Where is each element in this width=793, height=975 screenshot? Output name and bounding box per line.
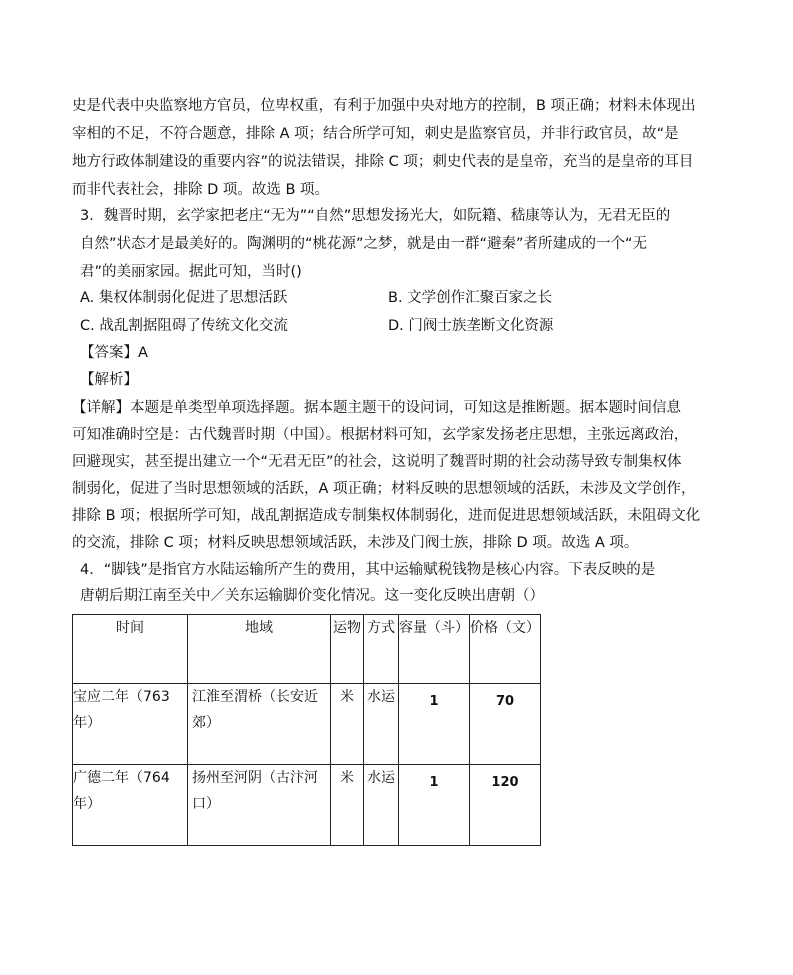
table-header: 地域	[188, 615, 331, 684]
detail-line: 制弱化，促进了当时思想领域的活跃，A 项正确；材料反映的思想领域的活跃，未涉及文学创作，	[72, 481, 696, 497]
text-line: 而非代表社会，排除 D 项。故选 B 项。	[72, 182, 330, 198]
option-a: A. 集权体制弱化促进了思想活跃	[80, 290, 288, 306]
question-3-stem: 君”的美丽家园。据此可知，当时()	[80, 264, 302, 280]
table-row	[73, 765, 541, 846]
answer: 【答案】A	[80, 345, 148, 361]
question-4-stem: 4．“脚钱”是指官方水陆运输所产生的费用，其中运输赋税钱物是核心内容。下表反映的是	[80, 562, 656, 578]
table-cell: 1	[399, 684, 470, 765]
table-cell: 米	[331, 684, 364, 765]
detail-line: 的交流，排除 C 项；材料反映思想领域活跃，未涉及门阀士族，排除 D 项。故选 A 项。	[72, 535, 639, 551]
freight-table	[72, 614, 541, 846]
table-cell: 水运	[364, 765, 399, 846]
analysis-label: 【解析】	[80, 372, 138, 388]
table-cell: 广德二年（764 年）	[73, 765, 188, 846]
table-cell: 水运	[364, 684, 399, 765]
question-4-stem: 唐朝后期江南至关中／关东运输脚价变化情况。这一变化反映出唐朝（）	[80, 588, 544, 604]
table-cell: 米	[331, 765, 364, 846]
detail-line: 排除 B 项；根据所学可知，战乱割据造成专制集权体制弱化，进而促进思想领域活跃，未阻碍文化	[72, 508, 701, 524]
text-line: 史是代表中央监察地方官员，位卑权重，有利于加强中央对地方的控制，B 项正确；材料未体现出	[72, 98, 696, 114]
table-cell: 70	[470, 684, 541, 765]
question-3-stem: 3．魏晋时期，玄学家把老庄“无为”“自然”思想发扬光大，如阮籍、嵇康等认为，无君无臣的	[80, 208, 671, 224]
detail-line: 【详解】本题是单类型单项选择题。据本题主题干的设问词，可知这是推断题。据本题时间信息	[72, 400, 681, 416]
table-row	[73, 684, 541, 765]
question-3-stem: 自然”状态才是最美好的。陶渊明的“桃花源”之梦，就是由一群“避秦”者所建成的一个“无	[80, 236, 648, 252]
table-header: 时间	[73, 615, 188, 684]
option-d: D. 门阀士族垄断文化资源	[388, 318, 554, 334]
table-header: 价格（文）	[470, 615, 541, 684]
detail-line: 回避现实，甚至提出建立一个“无君无臣”的社会，这说明了魏晋时期的社会动荡导致专制集权体	[72, 454, 682, 470]
text-line: 宰相的不足，不符合题意，排除 A 项；结合所学可知，刺史是监察官员，并非行政官员，故“是	[72, 126, 679, 142]
table-header: 容量（斗）	[399, 615, 470, 684]
table-cell: 1	[399, 765, 470, 846]
option-c: C. 战乱割据阻碍了传统文化交流	[80, 318, 288, 334]
table-header: 运物	[331, 615, 364, 684]
detail-line: 可知准确时空是：古代魏晋时期（中国）。根据材料可知，玄学家发扬老庄思想，主张远离政治，	[72, 427, 689, 443]
text-line: 地方行政体制建设的重要内容”的说法错误，排除 C 项；刺史代表的是皇帝，充当的是皇帝的耳目	[72, 154, 694, 170]
table-cell: 120	[470, 765, 541, 846]
table-cell: 扬州至河阴（古汴河口）	[188, 765, 331, 846]
table-cell: 江淮至渭桥（长安近郊）	[188, 684, 331, 765]
table-cell: 宝应二年（763 年）	[73, 684, 188, 765]
table-header-row	[73, 615, 541, 684]
option-b: B. 文学创作汇聚百家之长	[388, 290, 553, 306]
table-header: 方式	[364, 615, 399, 684]
